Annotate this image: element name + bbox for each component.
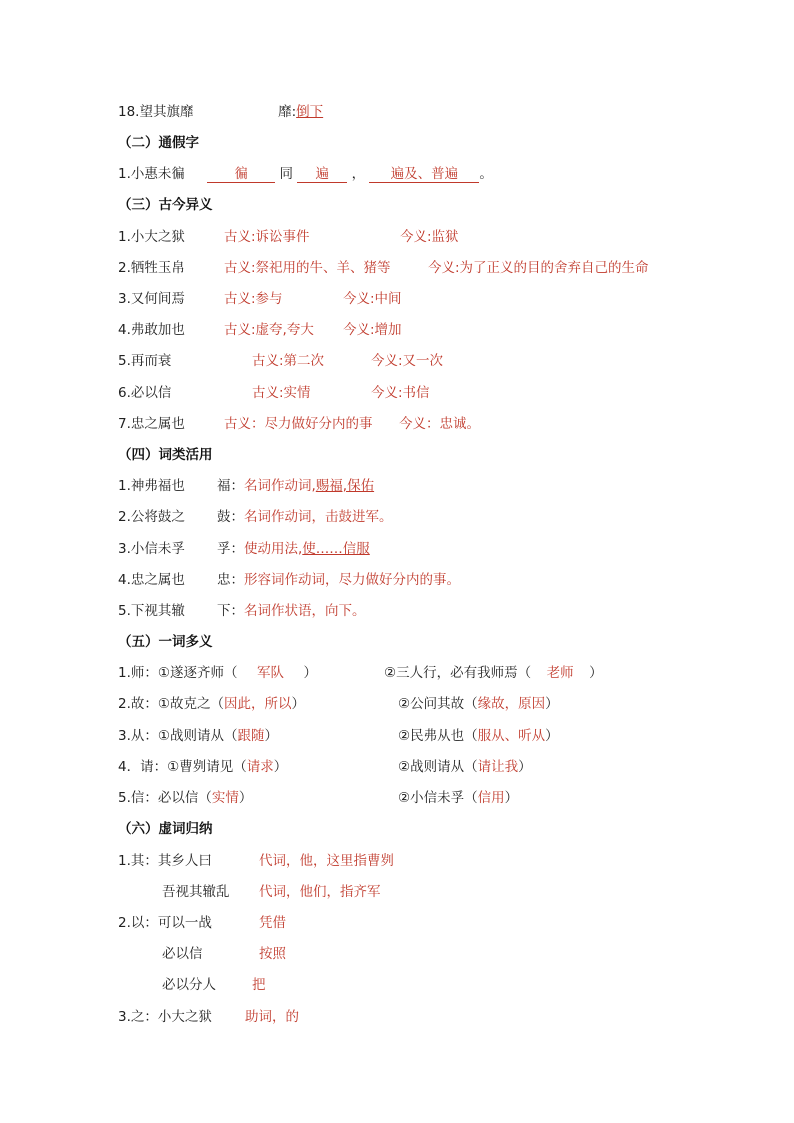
phrase-label: 必以信 [162, 946, 203, 962]
sense-2-label: ②三人行，必有我师焉（ [384, 665, 532, 681]
usage-text: 名词作动词, [244, 478, 316, 494]
sense-2 [398, 695, 559, 713]
phrase-label: 4.忠之属也 [118, 572, 185, 588]
modern-meaning: 今义:监狱 [400, 229, 459, 245]
modern-meaning: 今义:书信 [371, 385, 430, 401]
phrase-label: 2.以：可以一战 [118, 915, 212, 931]
section-heading-yiciduoyi: （五）一词多义 [118, 634, 213, 650]
close-paren: ） [273, 759, 288, 775]
sense-2 [384, 664, 603, 682]
xuci-row [162, 883, 381, 901]
sense-2 [398, 789, 518, 807]
gujin-row [118, 259, 649, 277]
line-18 [118, 103, 323, 121]
sense-2 [398, 727, 559, 745]
sense-2 [398, 758, 532, 776]
function-meaning: 代词，他，这里指曹刿 [259, 853, 394, 869]
usage-meaning: 使……信服 [302, 541, 370, 557]
close-paren: ） [291, 696, 305, 712]
sense-1-label: 4．请：①曹刿请见（ [118, 759, 247, 775]
gujin-row [118, 228, 459, 246]
sense-2-answer: 老师 [546, 665, 574, 681]
xuci-row [162, 945, 286, 963]
sense-1-answer: 因此，所以 [223, 696, 292, 712]
comma: ， [351, 166, 366, 182]
close-paren: ） [504, 790, 519, 806]
word-entry [217, 540, 370, 558]
gujin-row [118, 384, 430, 402]
phrase-label: 1.小惠未徧 [118, 166, 185, 182]
ancient-meaning: 古义：尽力做好分内的事 [224, 416, 373, 432]
xuci-row [118, 852, 394, 870]
section-heading-cileihuoyong: （四）词类活用 [118, 447, 213, 463]
ancient-meaning: 古义:诉讼事件 [224, 229, 310, 245]
xuci-row [118, 914, 286, 932]
word-entry [217, 508, 393, 526]
close-paren: ） [545, 696, 559, 712]
phrase-label: 3.之：小大之狱 [118, 1009, 212, 1025]
close-paren: ） [264, 728, 278, 744]
blank-char: 遍 [297, 166, 347, 183]
section-heading-xuciguina: （六）虚词归纳 [118, 821, 213, 837]
function-meaning: 代词，他们，指齐军 [259, 884, 381, 900]
function-meaning: 把 [252, 977, 266, 993]
xuci-row [162, 976, 266, 994]
huoyong-row [118, 508, 393, 526]
usage-text: 形容词作动词，尽力做好分内的事。 [244, 572, 460, 588]
close-paren: ） [303, 665, 317, 681]
phrase-label: 6.必以信 [118, 385, 172, 401]
huoyong-row [118, 571, 460, 589]
key-char: 孚： [217, 541, 244, 557]
modern-meaning: 今义:增加 [343, 322, 402, 338]
duoyi-row [118, 789, 519, 807]
gujin-row [118, 352, 444, 370]
key-char: 福： [217, 478, 244, 494]
sense-2-answer: 信用 [477, 790, 505, 806]
phrase-label: 4.弗敢加也 [118, 322, 185, 338]
modern-meaning: 今义:中间 [343, 291, 402, 307]
phrase-label: 3.又何间焉 [118, 291, 185, 307]
phrase-label: 7.忠之属也 [118, 416, 185, 432]
gujin-row [118, 415, 480, 433]
word-entry [217, 571, 460, 589]
phrase-label: 2.公将鼓之 [118, 509, 185, 525]
phrase-label: 吾视其辙乱 [162, 884, 230, 900]
section-heading-tongjiazi: （二）通假字 [118, 135, 199, 151]
word-entry [217, 477, 374, 495]
blank-meaning: 遍及、普遍 [369, 166, 479, 183]
function-meaning: 凭借 [259, 915, 286, 931]
sense-1-label: 2.故：①故克之（ [118, 696, 224, 712]
same-as-text: 同 [279, 166, 293, 182]
ancient-meaning: 古义:虚夸,夸大 [224, 322, 314, 338]
close-paren: ） [589, 665, 603, 681]
key-char: 下： [217, 603, 244, 619]
key-char: 忠： [217, 572, 244, 588]
phrase-label: 1.神弗福也 [118, 478, 185, 494]
word-entry [217, 602, 366, 620]
close-paren: ） [545, 728, 559, 744]
sense-1-label: 5.信：必以信（ [118, 790, 212, 806]
sense-1-answer: 军队 [256, 665, 284, 681]
close-paren: ） [518, 759, 532, 775]
ancient-meaning: 古义:参与 [224, 291, 283, 307]
function-meaning: 助词，的 [245, 1009, 299, 1025]
key-char: 鼓： [217, 509, 244, 525]
phrase-label: 5.下视其辙 [118, 603, 185, 619]
modern-meaning: 今义:又一次 [371, 353, 444, 369]
phrase-label: 3.小信未孚 [118, 541, 185, 557]
sense-2-label: ②小信未孚（ [398, 790, 478, 806]
huoyong-row [118, 477, 375, 495]
ancient-meaning: 古义:实情 [252, 385, 311, 401]
duoyi-row [118, 695, 559, 713]
sense-1-label: 3.从：①战则请从（ [118, 728, 238, 744]
phrase-label: 必以分人 [162, 977, 216, 993]
sense-2-answer: 缘故，原因 [477, 696, 546, 712]
sense-1-answer: 请求 [246, 759, 274, 775]
tongjiazi-item [118, 165, 493, 183]
sense-2-answer: 服从、听从 [477, 728, 546, 744]
sense-1-label: 1.师：①遂逐齐师（ [118, 665, 238, 681]
sense-2-label: ②战则请从（ [398, 759, 478, 775]
period: 。 [479, 166, 493, 182]
modern-meaning: 今义：忠诚。 [399, 416, 480, 432]
modern-meaning: 今义:为了正义的目的舍弃自己的生命 [428, 260, 649, 276]
phrase-label: 1.其：其乡人曰 [118, 853, 212, 869]
usage-text: 名词作动词，击鼓进军。 [244, 509, 393, 525]
sense-2-answer: 请让我 [477, 759, 519, 775]
section-heading-gujinyiyi: （三）古今异义 [118, 197, 213, 213]
phrase-label: 5.再而衰 [118, 353, 172, 369]
ancient-meaning: 古义:祭祀用的牛、羊、猪等 [224, 260, 391, 276]
answer-text: 倒下 [296, 104, 324, 120]
ancient-meaning: 古义:第二次 [252, 353, 325, 369]
key-char: 靡: [278, 104, 297, 120]
usage-text: 名词作状语，向下。 [244, 603, 366, 619]
phrase-label: 18.望其旗靡 [118, 104, 194, 120]
sense-1-answer: 实情 [211, 790, 239, 806]
phrase-label: 2.牺牲玉帛 [118, 260, 185, 276]
function-meaning: 按照 [259, 946, 286, 962]
gujin-row [118, 321, 402, 339]
xuci-row [118, 1008, 299, 1026]
phrase-label: 1.小大之狱 [118, 229, 185, 245]
sense-1-answer: 跟随 [237, 728, 265, 744]
sense-2-label: ②民弗从也（ [398, 728, 478, 744]
duoyi-row [118, 664, 603, 682]
huoyong-row [118, 602, 366, 620]
close-paren: ） [238, 790, 253, 806]
duoyi-row [118, 758, 532, 776]
usage-meaning: 赐福,保佑 [315, 478, 375, 494]
sense-2-label: ②公问其故（ [398, 696, 478, 712]
blank-char: 徧 [207, 166, 275, 183]
usage-text: 使动用法, [244, 541, 303, 557]
gujin-row [118, 290, 402, 308]
huoyong-row [118, 540, 370, 558]
duoyi-row [118, 727, 559, 745]
